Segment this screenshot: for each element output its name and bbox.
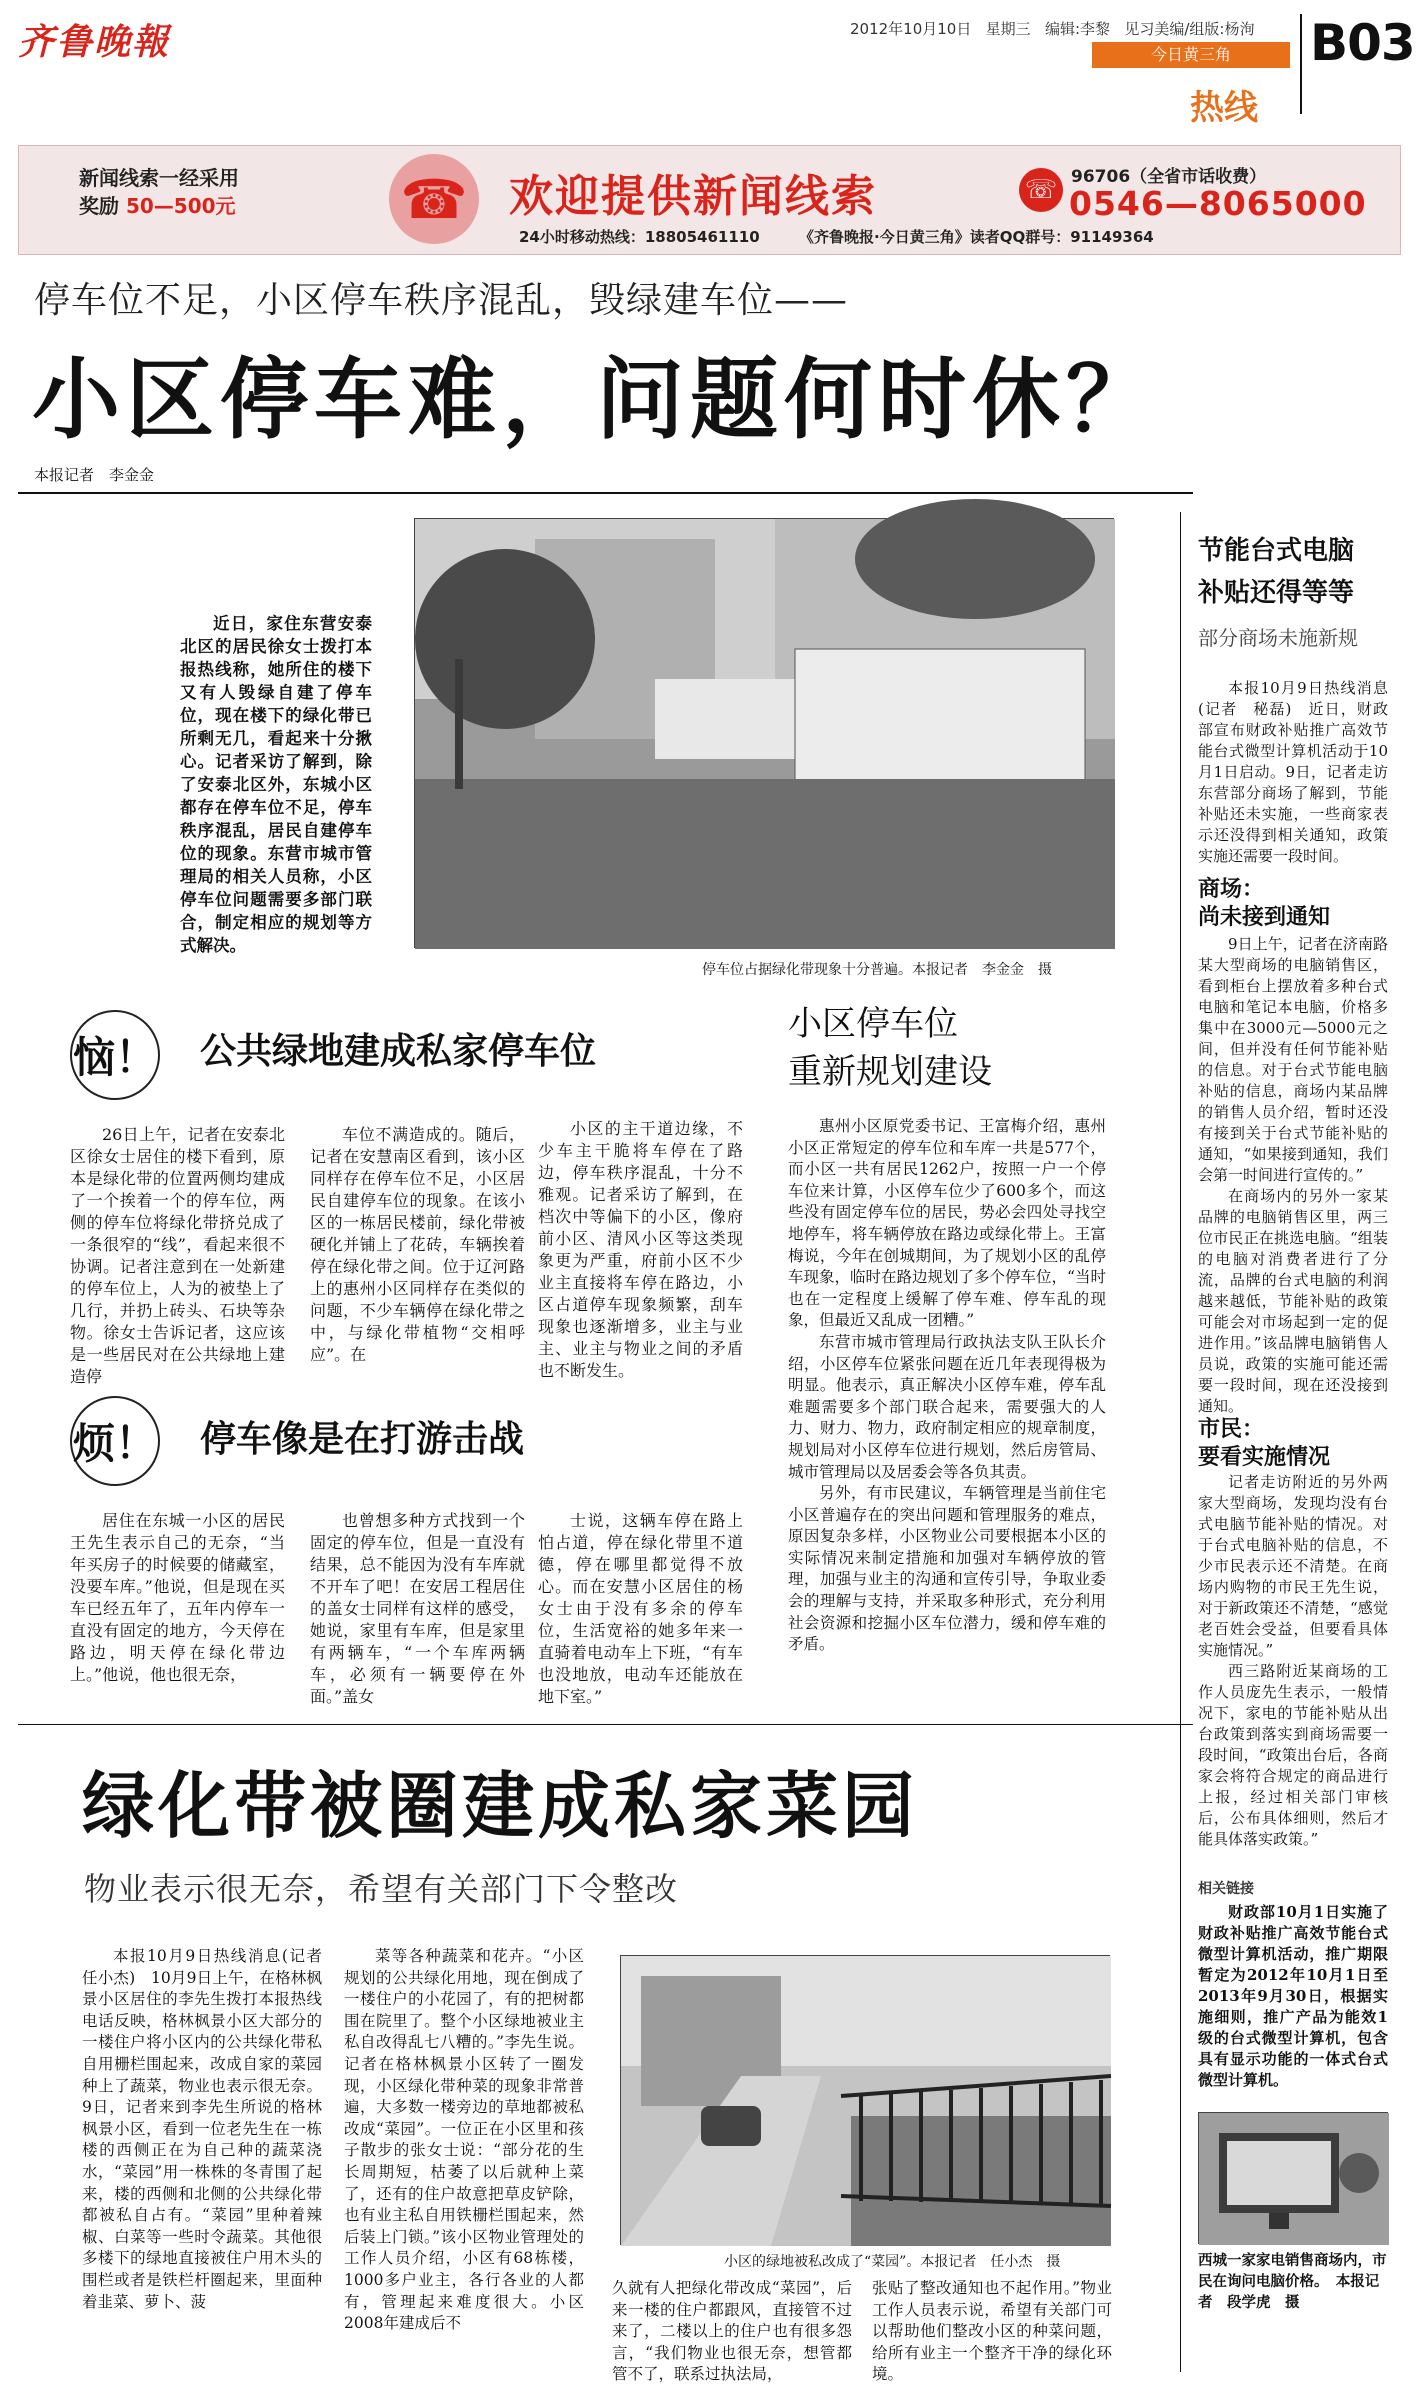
mobile-hotline: 24小时移动热线：18805461110 — [519, 228, 760, 246]
section1-col2: 车位不满造成的。随后，记者在安慧南区看到，该小区同样存在停车位不足，小区居民自建停车位的现象。在该小区的一栋居民楼前，绿化带被硬化并铺上了花砖，车辆挨着停在绿化带之间。位于辽河路上的惠州小区同样存在类似的问题，不少车辆停在绿化带之中，与绿化带植物“交相呼应”。在 — [310, 1125, 525, 1364]
second-headline: 绿化带被圈建成私家菜园 — [82, 1764, 919, 1848]
section-tag: 今日黄三角 — [1092, 42, 1290, 68]
sidebar-photo-illustration — [1199, 2113, 1389, 2245]
lead-kicker: 停车位不足，小区停车秩序混乱，毁绿建车位—— — [34, 280, 849, 321]
qq-group: 《齐鲁晚报·今日黄三角》读者QQ群号：91149364 — [799, 228, 1154, 246]
phone-badge-icon: ☏ — [1019, 168, 1063, 212]
reward-box: 新闻线索一经采用 奖励 50—500元 — [79, 166, 239, 218]
section1-col3: 小区的主干道边缘，不少车主干脆将车停在了路边，停车秩序混乱，十分不雅观。记者采访了解到，在档次中等偏下的小区，像府前小区、清风小区等这类现象更为严重，府前小区不少业主直接将车停在路边，小区占道停车现象频繁，刮车现象也逐渐增多，业主与业主、业主与物业之间的矛盾也不断发生。 — [538, 1119, 743, 1380]
section-name: 热线 — [1190, 88, 1258, 128]
second-col1: 本报10月9日热线消息(记者 任小杰) 10月9日上午，在格林枫景小区居住的李先生拨打本报热线电话反映，格林枫景小区大部分的一楼住户将小区内的公共绿化带私自用栅栏围起来，改成自家的菜园种上了蔬菜，物业也表示很无奈。9日，记者来到李先生所说的格林枫景小区，看到一位老先生在一栋楼的西侧正在为自己种的蔬菜浇水，“菜园”用一株株的冬青围了起来，楼的西侧和北侧的公共绿化带都被私自占有。“菜园”里种着辣椒、白菜等一些时令蔬菜。其他很多楼下的绿地直接被住户用木头的围栏或者是铁栏杆圈起来，里面种着韭菜、萝卜、菠 — [82, 1947, 338, 2311]
section2-col2: 也曾想多种方式找到一个固定的停车位，但是一直没有结果，总不能因为没有车库就不开车了吧！在安居工程居住的盖女士同样有这样的感受，她说，家里有车库，但是家里有两辆车，“一个车库两辆车，必须有一辆要停在外面。”盖女 — [310, 1511, 525, 1706]
lead-photo — [414, 518, 1114, 948]
related-link-label: 相关链接 — [1198, 1881, 1254, 1897]
related-link-text: 财政部10月1日实施了财政补贴推广高效节能台式微型计算机活动，推广期限暂定为2012年10月1日至2013年9月30日，根据实施细则，推广产品为能效1级的台式微型计算机，包含具有显示功能的一体式台式微型计算机。 — [1198, 1903, 1388, 2089]
sidebar-sub2-title: 市民： 要看实施情况 — [1198, 1417, 1331, 1470]
section3-body: 惠州小区原党委书记、王富梅介绍，惠州小区正常短定的停车位和车库一共是577个，而小区一共有居民1262户，按照一户一个停车位来计算，小区停车位少了600多个，而这些没有固定停车位的居民，势必会四处寻找空地停车，将车辆停放在路边或绿化带上。王富梅说，今年在创城期间，为了规划小区的乱停车现象，临时在路边规划了多个停车位，“当时也在一定程度上缓解了停车难、停车乱的现象，但最近又乱成一团糟。” 东营市城市管理局行政执法支队王队长介绍，小区停车位紧张问题在近几年表现得极为明显。他表示，真正解决小区停车难，停车乱难题需要多个部门联合起来，需要强大的人力、财力、物力，政府制定相应的规章制度，规划局对小区停车位进行规划，然后房管局、城市管理局以及居委会等各负其责。 另外，有市民建议，车辆管理是当前住宅小区普遍存在的突出问题和管理服务的难点，原因复杂多样，小区物业公司要根据本小区的实际情况来制定措施和加强对车辆停放的管理，加强与业主的沟通和宣传引导，争取业委会的理解与支持，并采取多种形式，充分利用社会资源和挖掘小区车位潜力，缓和停车难的矛盾。 — [788, 1117, 1106, 1654]
badge-annoyed: 恼！ — [70, 1010, 160, 1100]
lead-headline: 小区停车难，问题何时休？ — [32, 348, 1161, 451]
second-subhead: 物业表示很无奈，希望有关部门下令整改 — [84, 1870, 679, 1908]
banner-headline: 欢迎提供新闻线索 — [509, 171, 877, 222]
second-photo — [620, 1955, 1110, 2245]
lead-photo-illustration — [415, 519, 1115, 949]
second-photo-illustration — [621, 1956, 1111, 2246]
lead-intro: 近日，家住东营安泰北区的居民徐女士拨打本报热线称，她所住的楼下又有人毁绿自建了停车位，现在楼下的绿化带已所剩无几，看起来十分揪心。记者采访了解到，除了安泰北区外，东城小区都存在停车位不足，停车秩序混乱，居民自建停车位的现象。东营市城市管理局的相关人员称，小区停车位问题需要多部门联合，制定相应的规划等方式解决。 — [180, 614, 372, 955]
section2-col3: 士说，这辆车停在路上怕占道，停在绿化带里不道德，停在哪里都觉得不放心。而在安慧小区居住的杨女士由于没有多余的停车位，生活宽裕的她多年来一直骑着电动车上下班，“有车也没地放，电动车还能放在地下室。” — [538, 1511, 743, 1706]
sidebar-sub1-title: 商场： 尚未接到通知 — [1198, 877, 1331, 930]
lead-byline: 本报记者 李金金 — [34, 466, 155, 484]
section2-col1: 居住在东城一小区的居民王先生表示自己的无奈，“当年买房子的时候要的储藏室，没要车库。”他说，但是现在买车已经五年了，五年内停车一直没有固定的地方，今天停在路边，明天停在绿化带边上。”他说，他也很无奈， — [70, 1511, 285, 1684]
phone-icon: ☎ — [389, 154, 479, 244]
sidebar-sub2-text: 记者走访附近的另外两家大型商场，发现均没有台式电脑节能补贴的情况。对于台式电脑补贴的信息，不少市民表示还不清楚。在商场内购物的市民王先生说，对于新政策还不清楚，“感觉老百姓会受益，但要看具体实施情况。” 西三路附近某商场的工作人员庞先生表示，一般情况下，家电的节能补贴从出台政策到落实到商场需要一段时间，“政策出台后，各商家会将符合规定的商品进行上报，经过相关部门审核后，公布具体细则，然后才能具体落实政策。” — [1198, 1473, 1388, 1848]
page-number: B03 — [1310, 14, 1415, 72]
second-col2: 菜等各种蔬菜和花卉。“小区规划的公共绿化用地，现在倒成了一楼住户的小花园了，有的把树都围在院里了。整个小区绿地被业主私自改得乱七八糟的。”李先生说。记者在格林枫景小区转了一圈发现，小区绿化带种菜的现象非常普遍，大多数一楼旁边的草地都被私改成“菜园”。一位正在小区里和孩子散步的张女士说：“部分花的生长周期短，枯萎了以后就种上菜了，还有的住户故意把草皮铲除，也有业主私自用铁栅栏围起来，然后装上门锁。”该小区物业管理处的工作人员介绍，小区有68栋楼，1000多户业主，各行各业的人都有，管理起来难度很大。小区2008年建成后不 — [344, 1947, 584, 2333]
sidebar-subhead: 部分商场未施新规 — [1198, 626, 1358, 650]
section1-col1: 26日上午，记者在安泰北区徐女士居住的楼下看到，原本是绿化带的位置两侧均建成了一个挨着一个的停车位，两侧的停车位将绿化带挤兑成了一条很窄的“线”，看起来很不协调。记者注意到在一处新建的停车位上，人为的被垫上了几行，并扔上砖头、石块等杂物。徐女士告诉记者，这应该是一些居民对在公共绿地上建造停 — [70, 1125, 285, 1386]
second-col4: 张贴了整改通知也不起作用。”物业工作人员表示说，希望有关部门可以帮助他们整改小区的种菜问题，给所有业主一个整齐干净的绿化环境。 — [872, 2279, 1112, 2384]
section2-title: 停车像是在打游击战 — [200, 1419, 525, 1460]
lead-photo-caption: 停车位占据绿化带现象十分普遍。本报记者 李金金 摄 — [702, 962, 1052, 978]
section1-title: 公共绿地建成私家停车位 — [200, 1031, 597, 1072]
second-col3: 久就有人把绿化带改成“菜园”，后来一楼的住户都跟风，直接管不过来了，二楼以上的住户也有很多怨言，“我们物业也很无奈，想管都管不了，联系过执法局， — [612, 2279, 852, 2384]
masthead-info: 2012年10月10日 星期三 编辑:李黎 见习美编/组版:杨洵 — [850, 20, 1255, 38]
masthead — [0, 0, 1417, 130]
sidebar-headline: 节能台式电脑 补贴还得等等 — [1198, 536, 1355, 608]
hotline-number: 0546—8065000 — [1069, 184, 1367, 223]
badge-frustrated: 烦！ — [70, 1396, 160, 1486]
sidebar-intro: 本报10月9日热线消息(记者 秘磊) 近日，财政部宣布财政补贴推广高效节能台式微型计算机活动于10月1日启动。9日，记者走访东营部分商场了解到，节能补贴还未实施，一些商家表示还没得到相关通知，政策实施还需要一段时间。 — [1198, 679, 1388, 865]
sidebar-sub1-text: 9日上午，记者在济南路某大型商场的电脑销售区，看到柜台上摆放着多种台式电脑和笔记本电脑，价格多集中在3000元—5000元之间，但并没有任何节能补贴的信息。对于台式节能电脑补贴的信息，商场内某品牌的销售人员介绍，暂时还没有接到关于台式节能补贴的通知，“如果接到通知，我们会第一时间进行宣传的。” 在商场内的另外一家某品牌的电脑销售区里，两三位市民正在挑选电脑。“组装的电脑对消费者进行了分流，品牌的台式电脑的利润越来越低，节能补贴的政策可能会对市场起到一定的促进作用。”该品牌电脑销售人员说，政策的实施可能还需要一段时间，现在还没接到通知。 — [1198, 935, 1388, 1415]
paper-logo: 齐鲁晚報 — [18, 21, 171, 63]
sidebar-photo-caption: 西城一家家电销售商场内，市民在询问电脑价格。 本报记者 段学虎 摄 — [1198, 2252, 1387, 2311]
section3-title: 小区停车位 重新规划建设 — [788, 1004, 992, 1092]
hotline-banner — [18, 145, 1401, 255]
sidebar-photo — [1198, 2112, 1388, 2244]
paid-hotline: 96706（全省市话收费） — [1071, 167, 1267, 187]
second-photo-caption: 小区的绿地被私改成了“菜园”。本报记者 任小杰 摄 — [724, 2254, 1061, 2270]
